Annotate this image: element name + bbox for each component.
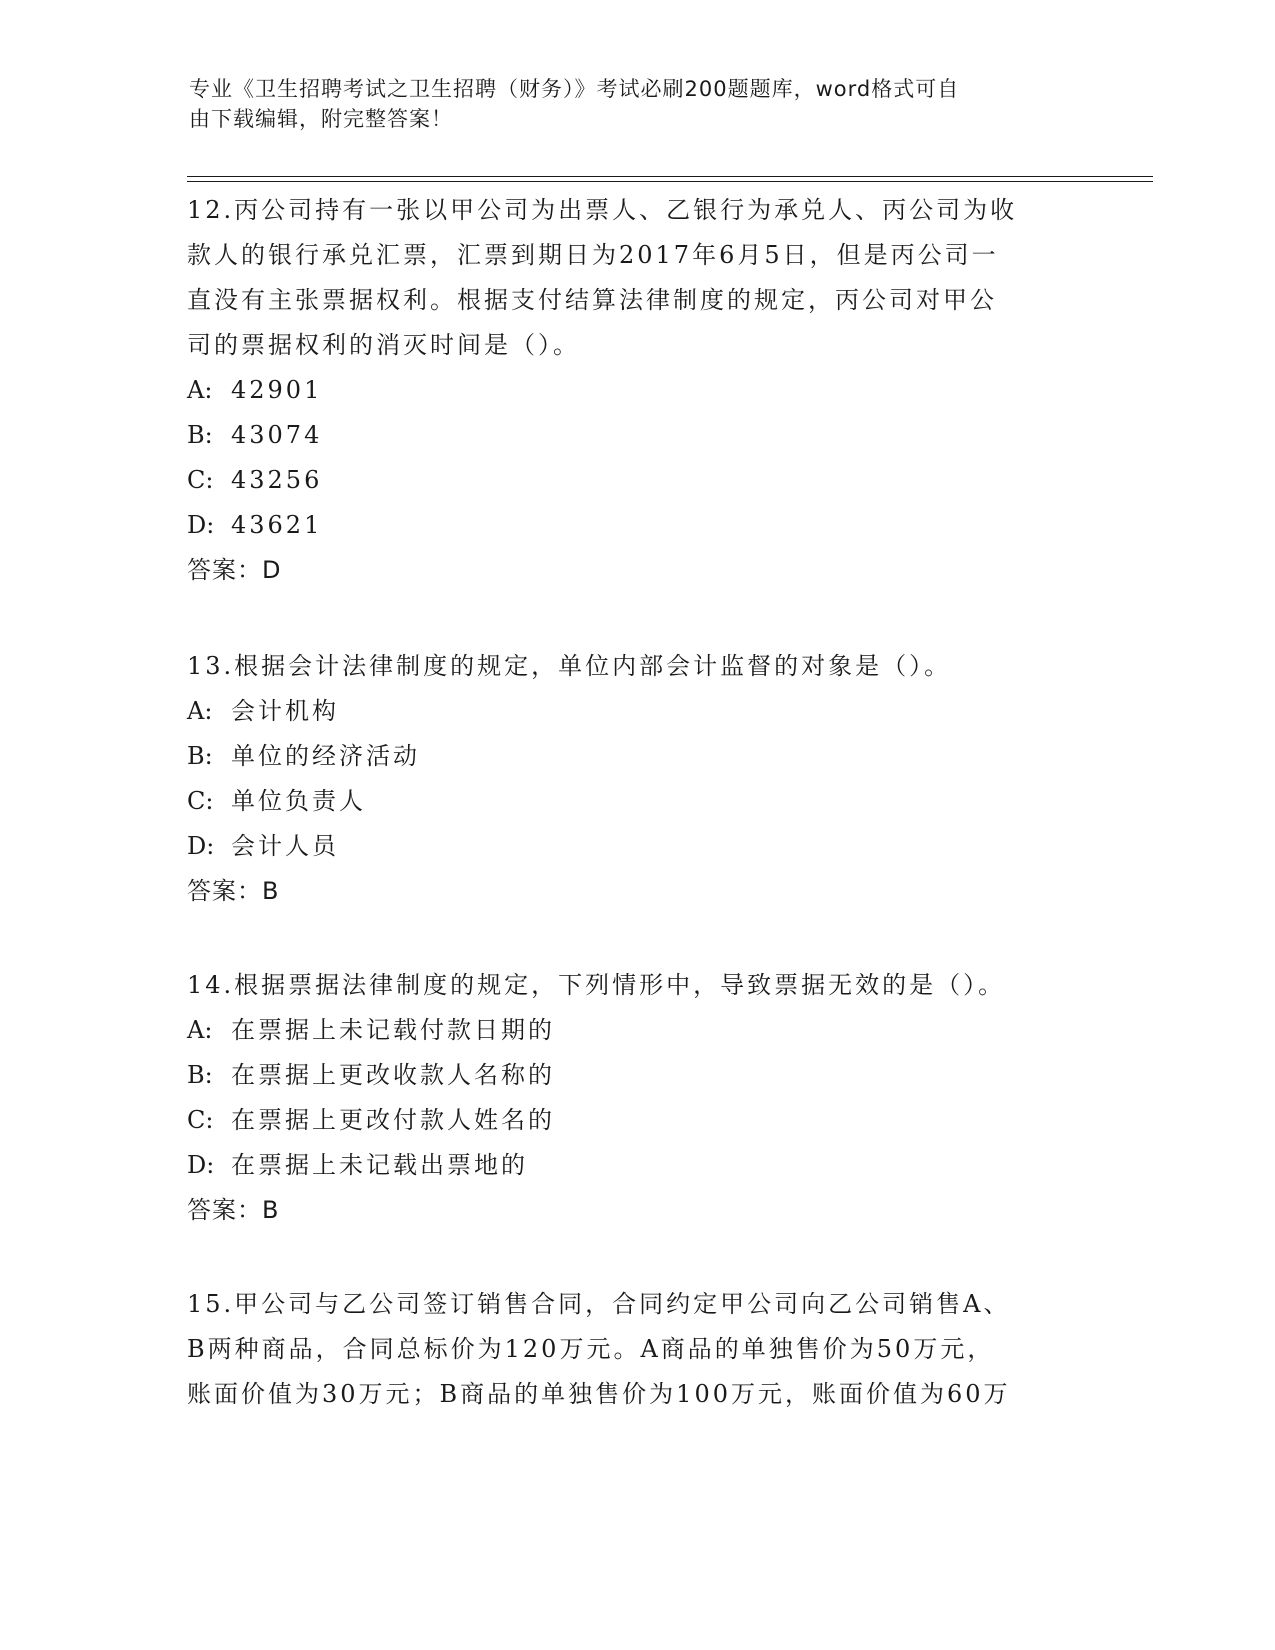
option-a (187, 368, 1087, 413)
question-stem-line: 13.根据会计法律制度的规定，单位内部会计监督的对象是（）。 (187, 652, 952, 680)
question-stem-line: B两种商品，合同总标价为120万元。A商品的单独售价为50万元， (187, 1335, 995, 1363)
option-text: 会计机构 (231, 697, 339, 725)
option-c (187, 458, 1087, 503)
option-label: A: (187, 1016, 213, 1044)
option-text: 在票据上未记载付款日期的 (231, 1016, 555, 1044)
header-divider-bottom (187, 181, 1153, 182)
answer-line: 答案：D (187, 556, 282, 584)
option-c (187, 1098, 1087, 1143)
question-stem-line: 款人的银行承兑汇票，汇票到期日为2017年6月5日，但是丙公司一 (187, 241, 999, 269)
option-label: D: (187, 1151, 215, 1179)
option-text: 在票据上更改收款人名称的 (231, 1061, 555, 1089)
option-d (187, 824, 1087, 869)
option-a (187, 689, 1087, 734)
option-label: A: (187, 376, 213, 404)
option-b (187, 413, 1087, 458)
option-label: C: (187, 787, 214, 815)
document-header (189, 74, 1089, 134)
header-line-1: 专业《卫生招聘考试之卫生招聘（财务）》考试必刷200题题库，word格式可自 (189, 77, 960, 101)
option-text: 在票据上更改付款人姓名的 (231, 1106, 555, 1134)
header-line-2: 由下载编辑，附完整答案！ (189, 107, 453, 131)
question-stem-line: 14.根据票据法律制度的规定，下列情形中，导致票据无效的是（）。 (187, 971, 1006, 999)
option-label: C: (187, 466, 214, 494)
option-text: 43256 (231, 466, 323, 494)
option-a (187, 1008, 1087, 1053)
option-b (187, 1053, 1087, 1098)
question-stem-line: 账面价值为30万元；B商品的单独售价为100万元，账面价值为60万 (187, 1380, 1011, 1408)
option-text: 在票据上未记载出票地的 (231, 1151, 528, 1179)
option-label: D: (187, 832, 215, 860)
question-13 (187, 644, 1087, 914)
question-14 (187, 963, 1087, 1233)
option-d (187, 1143, 1087, 1188)
question-stem-line: 12.丙公司持有一张以甲公司为出票人、乙银行为承兑人、丙公司为收 (187, 196, 1018, 224)
question-stem-line: 15.甲公司与乙公司签订销售合同，合同约定甲公司向乙公司销售A、 (187, 1290, 1011, 1318)
option-b (187, 734, 1087, 779)
answer-line: 答案：B (187, 1196, 280, 1224)
option-text: 42901 (231, 376, 323, 404)
option-text: 43621 (231, 511, 323, 539)
answer-line: 答案：B (187, 877, 280, 905)
option-text: 43074 (231, 421, 323, 449)
option-label: B: (187, 742, 213, 770)
question-stem-line: 司的票据权利的消灭时间是（）。 (187, 331, 580, 359)
option-label: C: (187, 1106, 214, 1134)
header-divider-top (187, 176, 1153, 177)
option-text: 单位负责人 (231, 787, 366, 815)
option-label: B: (187, 421, 213, 449)
question-stem-line: 直没有主张票据权利。根据支付结算法律制度的规定，丙公司对甲公 (187, 286, 997, 314)
option-label: B: (187, 1061, 213, 1089)
question-15 (187, 1282, 1087, 1417)
option-text: 会计人员 (231, 832, 339, 860)
option-label: A: (187, 697, 213, 725)
option-text: 单位的经济活动 (231, 742, 420, 770)
option-c (187, 779, 1087, 824)
option-label: D: (187, 511, 215, 539)
question-12 (187, 188, 1087, 593)
option-d (187, 503, 1087, 548)
